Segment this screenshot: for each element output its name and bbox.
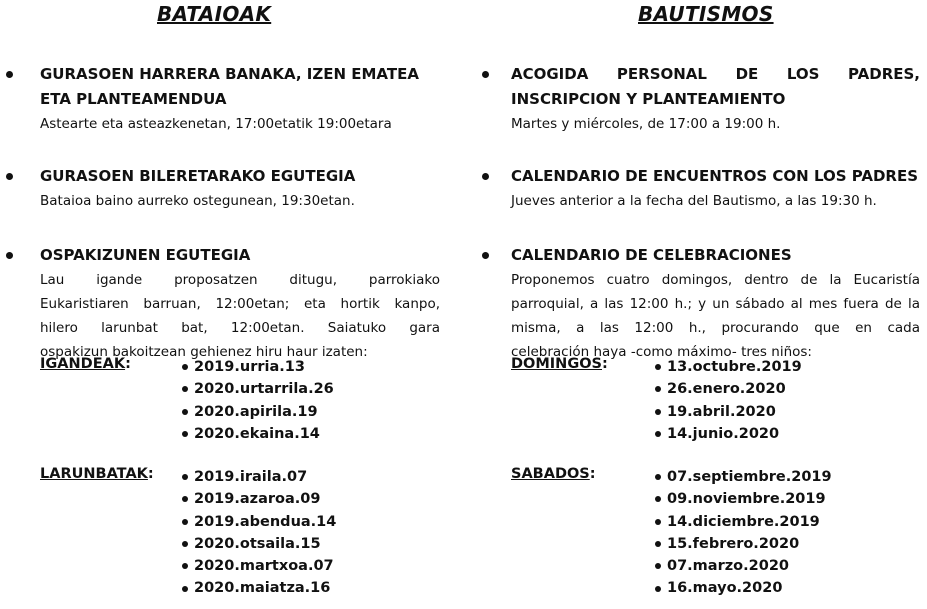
bullet-icon bbox=[655, 496, 661, 502]
section-description-line: parroquial, a las 12:00 h.; y un sábado al mes fuera de la bbox=[511, 296, 920, 312]
date-item: 2019.urria.13 bbox=[182, 356, 334, 378]
bullet-icon bbox=[655, 563, 661, 569]
date-item: 07.septiembre.2019 bbox=[655, 466, 832, 488]
section-description-line: Proponemos cuatro domingos, dentro de la Eucaristía bbox=[511, 272, 920, 288]
section-description: Martes y miércoles, de 17:00 a 19:00 h. bbox=[511, 116, 781, 132]
bullet-icon bbox=[182, 496, 188, 502]
bullet-icon bbox=[182, 519, 188, 525]
bullet-icon bbox=[2, 248, 16, 262]
section-heading: ACOGIDA PERSONAL DE LOS PADRES, bbox=[511, 65, 920, 83]
date-item: 13.octubre.2019 bbox=[655, 356, 802, 378]
date-list bbox=[182, 356, 334, 445]
section-heading: GURASOEN HARRERA BANAKA, IZEN EMATEA bbox=[40, 65, 419, 83]
date-item: 2020.martxoa.07 bbox=[182, 555, 336, 577]
section-description-line: misma, a las 12:00 h., procurando que en cada bbox=[511, 320, 920, 336]
date-item: 2020.maiatza.16 bbox=[182, 577, 336, 599]
date-item: 09.noviembre.2019 bbox=[655, 488, 832, 510]
section-description-line: Lau igande proposatzen ditugu, parrokiako bbox=[40, 272, 440, 288]
bullet-icon bbox=[655, 519, 661, 525]
section-description-line: ospakizun bakoitzean gehienez hiru haur izaten: bbox=[40, 344, 368, 360]
date-item: 16.mayo.2020 bbox=[655, 577, 832, 599]
bullet-icon bbox=[655, 541, 661, 547]
section-description-line: hilero larunbat bat, 12:00etan. Saiatuko gara bbox=[40, 320, 440, 336]
section-description-line: celebración haya -como máximo- tres niños: bbox=[511, 344, 812, 360]
date-list bbox=[655, 466, 832, 600]
section-heading: OSPAKIZUNEN EGUTEGIA bbox=[40, 246, 251, 264]
group-label: DOMINGOS: bbox=[511, 356, 608, 372]
section-description-line: Eukaristiaren barruan, 12:00etan; eta hortik kanpo, bbox=[40, 296, 440, 312]
section-heading: CALENDARIO DE CELEBRACIONES bbox=[511, 246, 792, 264]
bullet-icon bbox=[182, 541, 188, 547]
group-label: SABADOS: bbox=[511, 466, 596, 482]
bullet-icon bbox=[655, 586, 661, 592]
date-list bbox=[182, 466, 336, 600]
date-item: 2020.ekaina.14 bbox=[182, 423, 334, 445]
date-item: 2020.otsaila.15 bbox=[182, 533, 336, 555]
date-item: 26.enero.2020 bbox=[655, 378, 802, 400]
section-heading: GURASOEN BILERETARAKO EGUTEGIA bbox=[40, 167, 356, 185]
date-item: 14.diciembre.2019 bbox=[655, 511, 832, 533]
date-item: 19.abril.2020 bbox=[655, 401, 802, 423]
section-heading: INSCRIPCION Y PLANTEAMIENTO bbox=[511, 90, 786, 108]
section-description: Jueves anterior a la fecha del Bautismo, a las 19:30 h. bbox=[511, 193, 877, 209]
bullet-icon bbox=[655, 386, 661, 392]
bullet-icon bbox=[655, 409, 661, 415]
bullet-icon bbox=[478, 169, 492, 183]
date-item: 2019.azaroa.09 bbox=[182, 488, 336, 510]
bataioak-title: BATAIOAK bbox=[157, 2, 272, 26]
date-item: 15.febrero.2020 bbox=[655, 533, 832, 555]
bullet-icon bbox=[182, 386, 188, 392]
group-label: LARUNBATAK: bbox=[40, 466, 154, 482]
section-heading: CALENDARIO DE ENCUENTROS CON LOS PADRES bbox=[511, 167, 919, 185]
bullet-icon bbox=[478, 248, 492, 262]
date-item: 2019.abendua.14 bbox=[182, 511, 336, 533]
bullet-icon bbox=[655, 364, 661, 370]
date-item: 2020.urtarrila.26 bbox=[182, 378, 334, 400]
bullet-icon bbox=[655, 431, 661, 437]
bullet-icon bbox=[2, 169, 16, 183]
bullet-icon bbox=[182, 586, 188, 592]
bautismos-title: BAUTISMOS bbox=[638, 2, 774, 26]
date-list bbox=[655, 356, 802, 445]
bullet-icon bbox=[182, 474, 188, 480]
date-item: 07.marzo.2020 bbox=[655, 555, 832, 577]
bullet-icon bbox=[655, 474, 661, 480]
bullet-icon bbox=[182, 563, 188, 569]
section-description: Bataioa baino aurreko ostegunean, 19:30etan. bbox=[40, 193, 355, 209]
bullet-icon bbox=[182, 431, 188, 437]
bullet-icon bbox=[182, 364, 188, 370]
bullet-icon bbox=[2, 67, 16, 81]
group-label: IGANDEAK: bbox=[40, 356, 131, 372]
section-description: Astearte eta asteazkenetan, 17:00etatik 19:00etara bbox=[40, 116, 392, 132]
date-item: 2020.apirila.19 bbox=[182, 401, 334, 423]
date-item: 2019.iraila.07 bbox=[182, 466, 336, 488]
date-item: 14.junio.2020 bbox=[655, 423, 802, 445]
bullet-icon bbox=[182, 409, 188, 415]
section-heading: ETA PLANTEAMENDUA bbox=[40, 90, 227, 108]
bullet-icon bbox=[478, 67, 492, 81]
